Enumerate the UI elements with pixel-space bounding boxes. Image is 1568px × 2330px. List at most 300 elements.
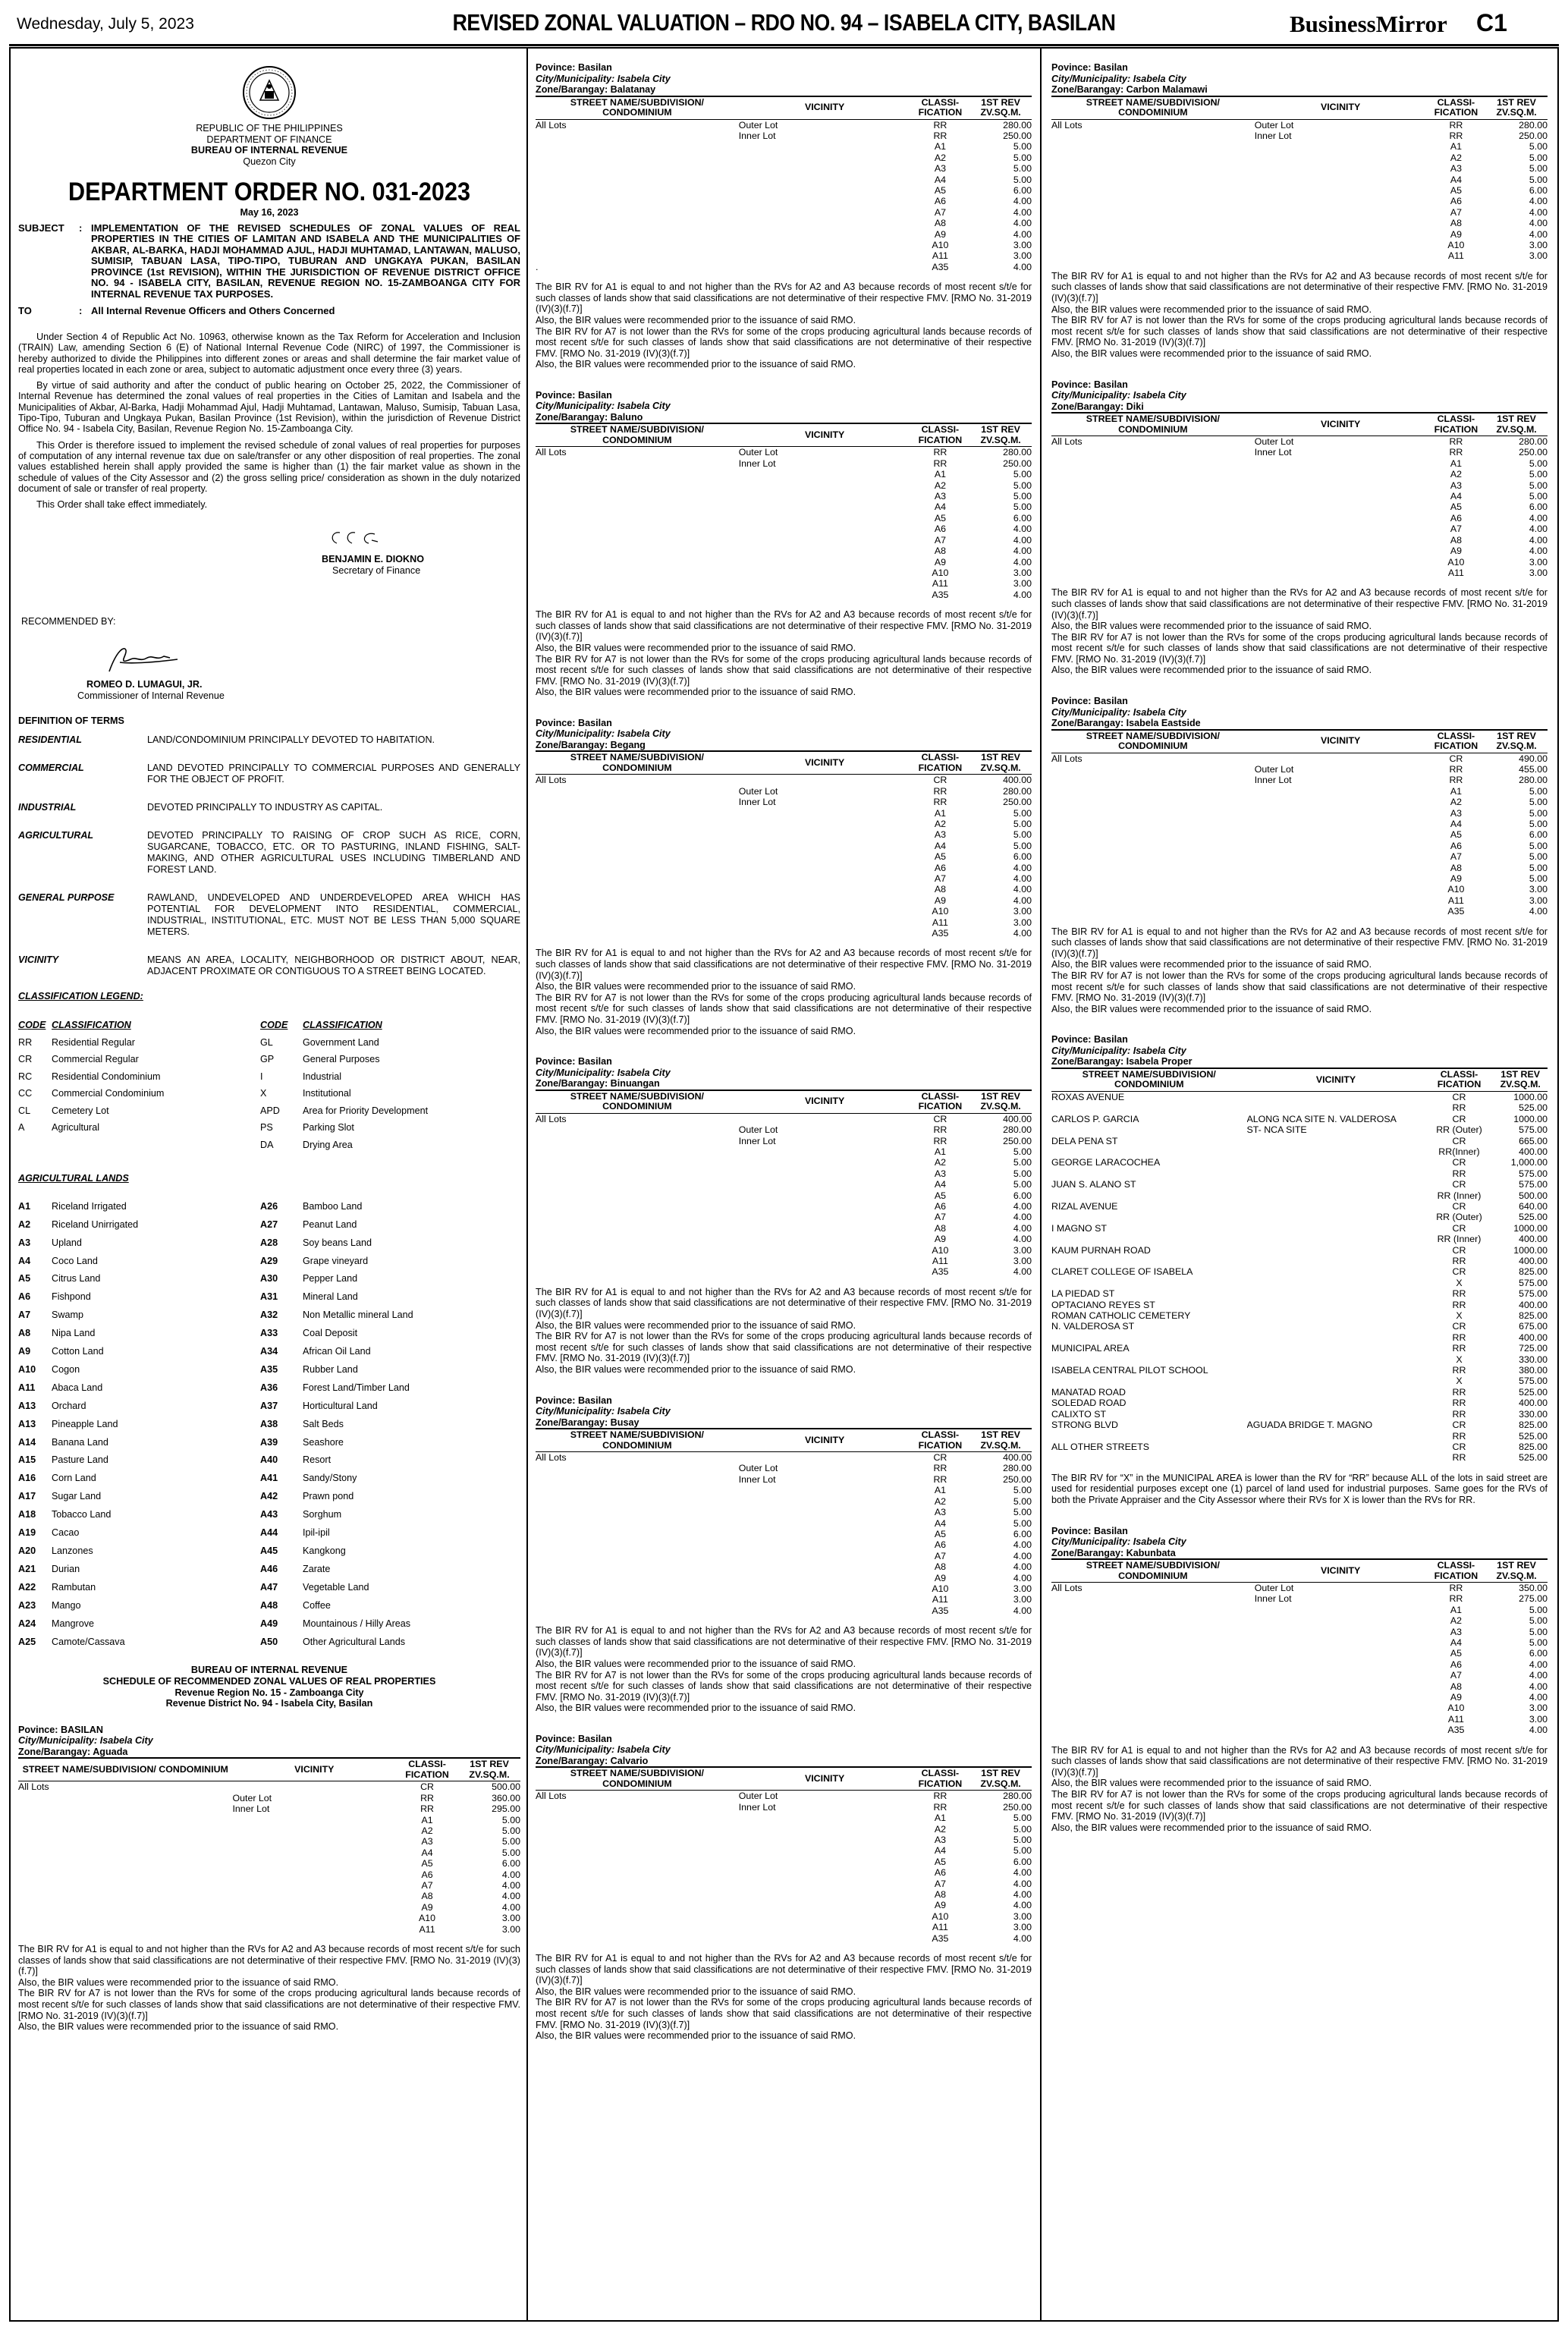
cell-rv: 360.00 xyxy=(492,1792,520,1803)
subject-row: SUBJECT : IMPLEMENTATION OF THE REVISED SCHEDULES OF ZONAL VALUES OF REAL PROPERTIES IN THE CITIES OF LAMITAN AND ISABELA AND THE MUNICIPALITIES OF AKBAR, AL-BARKA, HADJI MOHAMMAD AJUL, HADJI MUHTAMAD, LANTAWAN, MALUSO, SUMISIP, TABUAN LASA, TIPO-TIPO, TUBURAN AND UNGKAYA PUKAN, BASILAN PROVINCE (1st REVISION), WITHIN THE JURISDICTION OF REVENUE DISTRICT OFFICE NO. 94 - ISABELA CITY, BASILAN, REVENUE REGION NO. 15-ZAMBOANGA CITY FOR INTERNAL REVENUE TAX PURPOSES. xyxy=(18,222,520,300)
zonal-value-table xyxy=(1051,729,1548,917)
cell-cl: A10 xyxy=(932,1583,949,1594)
cell-cl: X xyxy=(1456,1376,1463,1387)
cell-street xyxy=(1051,1452,1247,1463)
cell-cl: RR xyxy=(1452,1343,1466,1354)
agri-code: A27 xyxy=(260,1218,278,1230)
cell-rv: 280.00 xyxy=(1519,436,1548,448)
zone-label: Zone/Barangay: Carbon Malamawi xyxy=(1051,84,1208,95)
cell-rv: 5.00 xyxy=(1013,829,1032,841)
cell-vicinity xyxy=(1247,1365,1425,1376)
zone-label: Zone/Barangay: Isabela Eastside xyxy=(1051,718,1201,729)
zone-meta xyxy=(1051,62,1548,96)
cell-vicinity xyxy=(739,480,911,491)
cell-street: All Lots xyxy=(536,447,567,458)
cell-vicinity xyxy=(739,1157,911,1168)
cell-street xyxy=(1051,775,1255,785)
cell-rv: 3.00 xyxy=(1013,1594,1032,1605)
cell-cl: A11 xyxy=(1447,895,1464,906)
zonal-value-table xyxy=(1051,1558,1548,1736)
agri-name: Cogon xyxy=(52,1363,80,1375)
agri-code: A37 xyxy=(260,1400,278,1411)
cell-street: CARLOS P. GARCIA xyxy=(1051,1113,1139,1124)
table-row xyxy=(1051,1615,1548,1626)
cell-rv: 4.00 xyxy=(1529,206,1548,218)
cell-cl: A8 xyxy=(934,1561,946,1573)
cell-rv: 4.00 xyxy=(1529,546,1548,557)
cell-rv: 4.00 xyxy=(501,1869,520,1880)
cell-rv: 6.00 xyxy=(1013,184,1032,196)
cell-rv: 5.00 xyxy=(1529,163,1548,175)
cell-cl: A3 xyxy=(934,829,946,841)
table-row xyxy=(536,1605,1032,1616)
cell-vicinity xyxy=(739,863,911,873)
table-row xyxy=(536,1561,1032,1572)
note-text: The BIR RV for “X” in the MUNICIPAL AREA is lower than the RV for “RR” because ALL of the lots in said street are used for residential purposes except one (1) parcel of land used for industrial purposes. Same goes for the RVs of both the Private Appraiser and the City Assessor where their RVs for X is lower than the RVs for RR. xyxy=(1051,1472,1548,1505)
cell-vicinity xyxy=(1247,1332,1425,1343)
cell-rv: 1000.00 xyxy=(1513,1244,1548,1256)
cell-vicinity xyxy=(739,1824,911,1835)
city-label: City/Municipality: Isabela City xyxy=(536,73,671,84)
province-label: Povince: Basilan xyxy=(536,389,612,401)
cell-street xyxy=(536,1146,739,1157)
cell-street xyxy=(1051,1605,1255,1615)
cell-rv: 3.00 xyxy=(1529,1703,1548,1714)
subject-text: IMPLEMENTATION OF THE REVISED SCHEDULES OF ZONAL VALUES OF REAL PROPERTIES IN THE CITIES OF LAMITAN AND ISABELA AND THE MUNICIPALITIES OF AKBAR, AL-BARKA, HADJI MOHAMMAD AJUL, HADJI MUHTAMAD, LANTAWAN, MALUSO, SUMISIP, TABUAN LASA, TIPO-TIPO, TUBURAN AND UNGKAYA PUKAN, BASILAN PROVINCE (1st REVISION), WITHIN THE JURISDICTION OF REVENUE DISTRICT OFFICE NO. 94 - ISABELA CITY, BASILAN, REVENUE REGION NO. 15-ZAMBOANGA CITY FOR INTERNAL REVENUE TAX PURPOSES. xyxy=(91,222,520,300)
table-header-vicinity: VICINITY xyxy=(739,1429,911,1452)
cell-street xyxy=(1051,447,1255,458)
cell-rv: 400.00 xyxy=(1519,1234,1548,1245)
cell-cl: RR xyxy=(1449,1593,1463,1605)
table-row xyxy=(1051,130,1548,141)
cell-vicinity xyxy=(739,1857,911,1867)
cell-cl: A10 xyxy=(932,906,949,917)
cell-rv: 5.00 xyxy=(1013,491,1032,502)
cell-cl: A2 xyxy=(934,480,946,491)
cell-cl: RR xyxy=(1452,1288,1466,1300)
province-label: Povince: Basilan xyxy=(536,62,612,73)
cell-cl: A7 xyxy=(1450,206,1462,218)
zonal-value-table xyxy=(1051,96,1548,262)
cell-rv: 4.00 xyxy=(1013,928,1032,939)
cell-vicinity xyxy=(739,163,911,174)
cell-rv: 5.00 xyxy=(1013,480,1032,491)
agri-name: Pepper Land xyxy=(303,1273,358,1284)
cell-cl: A3 xyxy=(934,1507,946,1518)
schedule-line: Revenue District No. 94 - Isabela City, Basilan xyxy=(165,1698,373,1709)
agri-name: Rambutan xyxy=(52,1581,96,1593)
cell-vicinity: Inner Lot xyxy=(1254,775,1292,786)
agri-code: A25 xyxy=(18,1636,36,1647)
cell-street xyxy=(1051,458,1255,469)
cell-rv: 4.00 xyxy=(1529,534,1548,546)
cell-rv: 280.00 xyxy=(1003,119,1032,130)
table-row xyxy=(1051,1136,1548,1146)
cell-street xyxy=(536,1157,739,1168)
table-row xyxy=(1051,1627,1548,1637)
cell-street xyxy=(536,1179,739,1190)
city-label: City/Municipality: Isabela City xyxy=(1051,1536,1186,1547)
cell-rv: 380.00 xyxy=(1519,1365,1548,1376)
table-header-street: STREET NAME/SUBDIVISION/ CONDOMINIUM xyxy=(1051,413,1255,436)
cell-cl: RR xyxy=(1452,1452,1466,1464)
table-row xyxy=(1051,1670,1548,1681)
zone-label: Zone/Barangay: Binuangan xyxy=(536,1078,660,1090)
cell-vicinity xyxy=(1247,1179,1425,1190)
cell-vicinity xyxy=(232,1869,396,1880)
agri-code: A7 xyxy=(18,1310,31,1321)
cell-vicinity xyxy=(739,590,911,600)
cell-street xyxy=(536,1474,739,1485)
cell-vicinity xyxy=(739,1573,911,1583)
cell-cl: A6 xyxy=(934,862,946,873)
agri-name: Horticultural Land xyxy=(303,1400,378,1411)
cell-street xyxy=(536,130,739,141)
cell-cl: A1 xyxy=(1450,785,1462,797)
cell-cl: A8 xyxy=(934,546,946,557)
cell-street xyxy=(536,819,739,829)
cell-vicinity xyxy=(1255,1670,1427,1681)
zonal-value-table xyxy=(1051,1068,1548,1464)
column-divider xyxy=(526,47,528,2322)
table-header-street: STREET NAME/SUBDIVISION/ CONDOMINIUM xyxy=(536,1090,739,1114)
legend-name: General Purposes xyxy=(303,1054,380,1065)
cell-cl: CR xyxy=(1452,1135,1466,1146)
cell-street xyxy=(1051,1725,1255,1735)
cell-cl: A11 xyxy=(1447,1713,1464,1725)
cell-cl: RR (Outer) xyxy=(1436,1124,1482,1136)
cell-rv: 280.00 xyxy=(1003,1124,1032,1136)
cell-street xyxy=(536,1201,739,1212)
agri-code: A5 xyxy=(18,1273,31,1284)
table-row xyxy=(1051,753,1548,764)
cell-cl: RR xyxy=(1452,1168,1466,1179)
legend-name: Cemetery Lot xyxy=(52,1105,109,1116)
agri-name: Banana Land xyxy=(52,1436,108,1448)
agri-code: A24 xyxy=(18,1618,36,1629)
table-row xyxy=(1051,502,1548,512)
table-row xyxy=(536,1824,1032,1835)
cell-vicinity xyxy=(1255,513,1427,524)
zone-block xyxy=(536,718,1032,1036)
cell-rv: 5.00 xyxy=(1013,141,1032,153)
agri-code: A18 xyxy=(18,1509,36,1520)
table-row xyxy=(1051,513,1548,524)
cell-rv: 6.00 xyxy=(501,1858,520,1869)
cell-rv: 3.00 xyxy=(1529,250,1548,262)
note-text: The BIR RV for A1 is equal to and not higher than the RVs for A2 and A3 because records of most recent s/t/e for such classes of lands show that said classifications are not determinative of their respective FMV. [RMO No. 31-2019 (IV)(3)(f.7)] xyxy=(1051,587,1548,621)
cell-street xyxy=(1051,196,1255,206)
table-row xyxy=(536,1201,1032,1212)
cell-street xyxy=(1051,884,1255,895)
zone-block xyxy=(1051,1034,1548,1505)
table-row xyxy=(1051,436,1548,448)
agri-name: Mangrove xyxy=(52,1618,95,1629)
cell-rv: 3.00 xyxy=(1013,1244,1032,1256)
note-text: The BIR RV for A7 is not lower than the RVs for some of the crops producing agricultural lands because records of most recent s/t/e for such classes of lands show that said classifications are not determinative of their respective FMV. [RMO No. 31-2019 (IV)(3)(f.7)] xyxy=(536,992,1032,1026)
cell-street: All Lots xyxy=(1051,753,1083,764)
secretary-signature-block xyxy=(322,525,520,577)
cell-vicinity xyxy=(739,1256,911,1266)
cell-cl: A4 xyxy=(1450,1637,1462,1649)
cell-rv: 5.00 xyxy=(1529,458,1548,469)
cell-vicinity xyxy=(232,1825,396,1836)
table-row xyxy=(18,1793,520,1803)
cell-street xyxy=(536,1136,739,1146)
zone-block xyxy=(1051,62,1548,360)
province-label: Povince: Basilan xyxy=(536,1395,612,1406)
cell-rv: 3.00 xyxy=(501,1913,520,1924)
cell-rv: 275.00 xyxy=(1519,1593,1548,1605)
cell-rv: 5.00 xyxy=(1013,1168,1032,1179)
cell-street xyxy=(1051,513,1255,524)
cell-street xyxy=(1051,764,1255,775)
agri-code: A23 xyxy=(18,1599,36,1611)
department-line: DEPARTMENT OF FINANCE xyxy=(206,134,332,145)
table-row xyxy=(536,895,1032,906)
table-row xyxy=(1051,1593,1548,1604)
agri-code: A15 xyxy=(18,1454,36,1466)
cell-rv: 5.00 xyxy=(1529,1637,1548,1649)
cell-rv: 1000.00 xyxy=(1513,1222,1548,1234)
table-row xyxy=(1051,1288,1548,1299)
cell-cl: A9 xyxy=(934,556,946,568)
table-row xyxy=(1051,1266,1548,1277)
cell-rv: 250.00 xyxy=(1003,1135,1032,1146)
cell-vicinity xyxy=(1247,1288,1425,1299)
zone-meta xyxy=(1051,1034,1548,1068)
cell-cl: A11 xyxy=(1447,567,1464,578)
table-row xyxy=(536,196,1032,206)
cell-rv: 4.00 xyxy=(1013,1561,1032,1573)
definition-row xyxy=(18,830,520,876)
table-row xyxy=(1051,1157,1548,1168)
cell-street xyxy=(18,1847,232,1858)
legend-header: CODE xyxy=(260,1020,288,1031)
cell-street xyxy=(536,141,739,152)
cell-street xyxy=(536,1824,739,1835)
cell-rv: 4.00 xyxy=(1529,512,1548,524)
cell-rv: 4.00 xyxy=(1013,196,1032,207)
cell-cl: A2 xyxy=(1450,469,1462,480)
cell-vicinity xyxy=(1255,557,1427,568)
cell-rv: 825.00 xyxy=(1519,1441,1548,1452)
cell-rv: 330.00 xyxy=(1519,1408,1548,1420)
cell-street xyxy=(536,480,739,491)
table-row xyxy=(536,1922,1032,1932)
city-label: City/Municipality: Isabela City xyxy=(1051,390,1186,401)
table-row xyxy=(536,1573,1032,1583)
agri-code: A50 xyxy=(260,1636,278,1647)
table-row xyxy=(18,1913,520,1923)
cell-street: JUAN S. ALANO ST xyxy=(1051,1179,1136,1190)
cell-vicinity xyxy=(1255,841,1427,851)
agri-code: A34 xyxy=(260,1346,278,1357)
cell-rv: 400.00 xyxy=(1519,1398,1548,1409)
agri-name: African Oil Land xyxy=(303,1346,371,1357)
legend-code: CR xyxy=(18,1054,33,1065)
cell-cl: A35 xyxy=(932,1605,949,1616)
cell-vicinity xyxy=(739,196,911,206)
cell-cl: A1 xyxy=(934,469,946,480)
cell-street: OPTACIANO REYES ST xyxy=(1051,1299,1155,1310)
cell-rv: 1000.00 xyxy=(1513,1091,1548,1102)
cell-cl: RR xyxy=(933,1801,947,1813)
table-row xyxy=(1051,819,1548,829)
table-row xyxy=(1051,240,1548,250)
cell-street xyxy=(536,884,739,895)
definition-text: DEVOTED PRINCIPALLY TO INDUSTRY AS CAPITAL. xyxy=(147,801,383,813)
city-label: City/Municipality: Isabela City xyxy=(18,1735,153,1747)
note-text: The BIR RV for A1 is equal to and not higher than the RVs for A2 and A3 because records of most recent s/t/e for such classes of lands show that said classifications are not determinative of their respective FMV. [RMO No. 31-2019 (IV)(3)(f.7)] xyxy=(1051,1744,1548,1778)
cell-vicinity xyxy=(739,884,911,895)
agri-name: Mineral Land xyxy=(303,1291,358,1303)
cell-vicinity xyxy=(232,1781,396,1793)
cell-vicinity xyxy=(739,153,911,163)
cell-street xyxy=(536,1518,739,1529)
agri-name: Kangkong xyxy=(303,1545,346,1557)
cell-street xyxy=(1051,808,1255,819)
cell-rv: 5.00 xyxy=(1013,819,1032,829)
table-row xyxy=(536,1245,1032,1256)
table-row xyxy=(1051,1387,1548,1398)
cell-street xyxy=(1051,153,1255,163)
cell-street xyxy=(1051,906,1255,917)
table-row xyxy=(536,262,1032,272)
definition-row xyxy=(18,954,520,977)
agri-name: Ipil-ipil xyxy=(303,1527,330,1539)
cell-rv: 4.00 xyxy=(1529,1659,1548,1670)
zone-label: Zone/Barangay: Kabunbata xyxy=(1051,1547,1176,1558)
cell-vicinity xyxy=(1247,1168,1425,1179)
cell-vicinity xyxy=(739,1529,911,1539)
table-row xyxy=(536,578,1032,589)
cell-street xyxy=(536,786,739,797)
cell-rv: 6.00 xyxy=(1013,1856,1032,1867)
cell-rv: 3.00 xyxy=(1013,1583,1032,1594)
cell-street xyxy=(1051,480,1255,491)
legend-name: Area for Priority Development xyxy=(303,1105,429,1116)
cell-street xyxy=(536,1212,739,1222)
cell-rv: 4.00 xyxy=(1013,218,1032,229)
agri-name: Salt Beds xyxy=(303,1418,344,1429)
agri-name: Mountainous / Hilly Areas xyxy=(303,1618,411,1629)
table-row xyxy=(536,568,1032,578)
cell-vicinity xyxy=(739,1539,911,1550)
cell-cl: A7 xyxy=(934,873,946,885)
cell-street: All Lots xyxy=(1051,119,1083,130)
table-header-vicinity: VICINITY xyxy=(739,1767,911,1791)
cell-rv: 3.00 xyxy=(1013,578,1032,590)
cell-vicinity xyxy=(1255,884,1427,895)
commissioner-name: ROMEO D. LUMAGUI, JR. xyxy=(86,679,203,690)
cell-cl: RR(Inner) xyxy=(1438,1146,1480,1157)
cell-rv: 3.00 xyxy=(1013,906,1032,917)
table-row xyxy=(1051,250,1548,261)
cell-cl: A10 xyxy=(1447,239,1465,250)
cell-rv: 280.00 xyxy=(1003,785,1032,797)
cell-street xyxy=(18,1913,232,1923)
cell-street xyxy=(536,207,739,218)
cell-cl: CR xyxy=(1452,1420,1466,1431)
cell-cl: A5 xyxy=(421,1858,433,1869)
table-row xyxy=(18,1825,520,1836)
agri-name: Tobacco Land xyxy=(52,1509,112,1520)
page-header xyxy=(0,0,1568,47)
agri-code: A2 xyxy=(18,1218,31,1230)
cell-street xyxy=(536,1867,739,1878)
cell-rv: 725.00 xyxy=(1519,1343,1548,1354)
cell-rv: 5.00 xyxy=(1529,480,1548,491)
cell-street xyxy=(536,1463,739,1473)
cell-cl: CR xyxy=(933,775,947,786)
note-text: The BIR RV for A7 is not lower than the RVs for some of the crops producing agricultural lands because records of most recent s/t/e for such classes of lands show that said classifications are not determinative of their respective FMV. [RMO No. 31-2019 (IV)(3)(f.7)] xyxy=(1051,1789,1548,1822)
cell-vicinity: Outer Lot xyxy=(738,1463,778,1474)
cell-cl: CR xyxy=(933,1113,947,1124)
cell-street xyxy=(536,895,739,906)
cell-vicinity xyxy=(1255,568,1427,578)
cell-rv: 400.00 xyxy=(1003,1113,1032,1124)
zone-notes xyxy=(536,609,1032,698)
cell-street: N. VALDEROSA ST xyxy=(1051,1321,1135,1332)
table-header-rev: 1ST REV ZV.SQ.M. xyxy=(1485,96,1548,120)
cell-vicinity xyxy=(1255,502,1427,512)
province-label: Povince: Basilan xyxy=(1051,379,1128,390)
cell-cl: X xyxy=(1456,1277,1463,1288)
cell-rv: 4.00 xyxy=(1013,1867,1032,1879)
definition-text: RAWLAND, UNDEVELOPED AND UNDERDEVELOPED AREA WHICH HAS POTENTIAL FOR DEVELOPMENT INTO RESIDENTIAL, COMMERCIAL, INDUSTRIAL, INSTITUTIONAL, ETC. MUST NOT BE LESS THAN 5,000 SQUARE METERS. xyxy=(147,891,520,937)
table-header-vicinity: VICINITY xyxy=(232,1758,396,1781)
table-row xyxy=(536,884,1032,895)
cell-rv: 3.00 xyxy=(1529,884,1548,895)
table-row xyxy=(1051,1310,1548,1321)
zonal-value-table xyxy=(536,1766,1032,1944)
cell-vicinity xyxy=(739,557,911,568)
cell-cl: A10 xyxy=(419,1913,436,1924)
table-header-rev: 1ST REV ZV.SQ.M. xyxy=(1485,413,1548,436)
table-row xyxy=(1051,1409,1548,1420)
cell-cl: RR xyxy=(1452,1299,1466,1310)
zone-notes xyxy=(1051,1745,1548,1834)
cell-street xyxy=(536,1223,739,1234)
cell-rv: 280.00 xyxy=(1519,119,1548,130)
cell-cl: A1 xyxy=(421,1814,433,1825)
cell-rv: 295.00 xyxy=(492,1803,520,1815)
cell-cl: A11 xyxy=(419,1923,435,1935)
table-row xyxy=(1051,1212,1548,1222)
table-row xyxy=(536,819,1032,829)
cell-rv: 4.00 xyxy=(501,1891,520,1902)
zone-label: Zone/Barangay: Isabela Proper xyxy=(1051,1056,1192,1068)
cell-vicinity xyxy=(1255,1681,1427,1692)
cell-rv: 4.00 xyxy=(1013,1550,1032,1561)
cell-cl: A6 xyxy=(934,1200,946,1212)
table-row xyxy=(536,119,1032,130)
cell-cl: A8 xyxy=(1450,1681,1462,1692)
table-header-rev: 1ST REV ZV.SQ.M. xyxy=(969,1767,1032,1791)
cell-vicinity xyxy=(1255,207,1427,218)
cell-cl: RR xyxy=(1452,1102,1466,1114)
cell-street xyxy=(1051,141,1255,152)
cell-vicinity xyxy=(1255,786,1427,797)
table-header-classi: CLASSI- FICATION xyxy=(1427,730,1486,753)
zone-meta xyxy=(536,1395,1032,1429)
zone-label: Zone/Barangay: Balatanay xyxy=(536,84,656,95)
cell-street xyxy=(18,1825,232,1836)
table-row xyxy=(1051,1452,1548,1463)
cell-rv: 5.00 xyxy=(1529,152,1548,163)
commissioner-signature-icon xyxy=(86,643,200,676)
